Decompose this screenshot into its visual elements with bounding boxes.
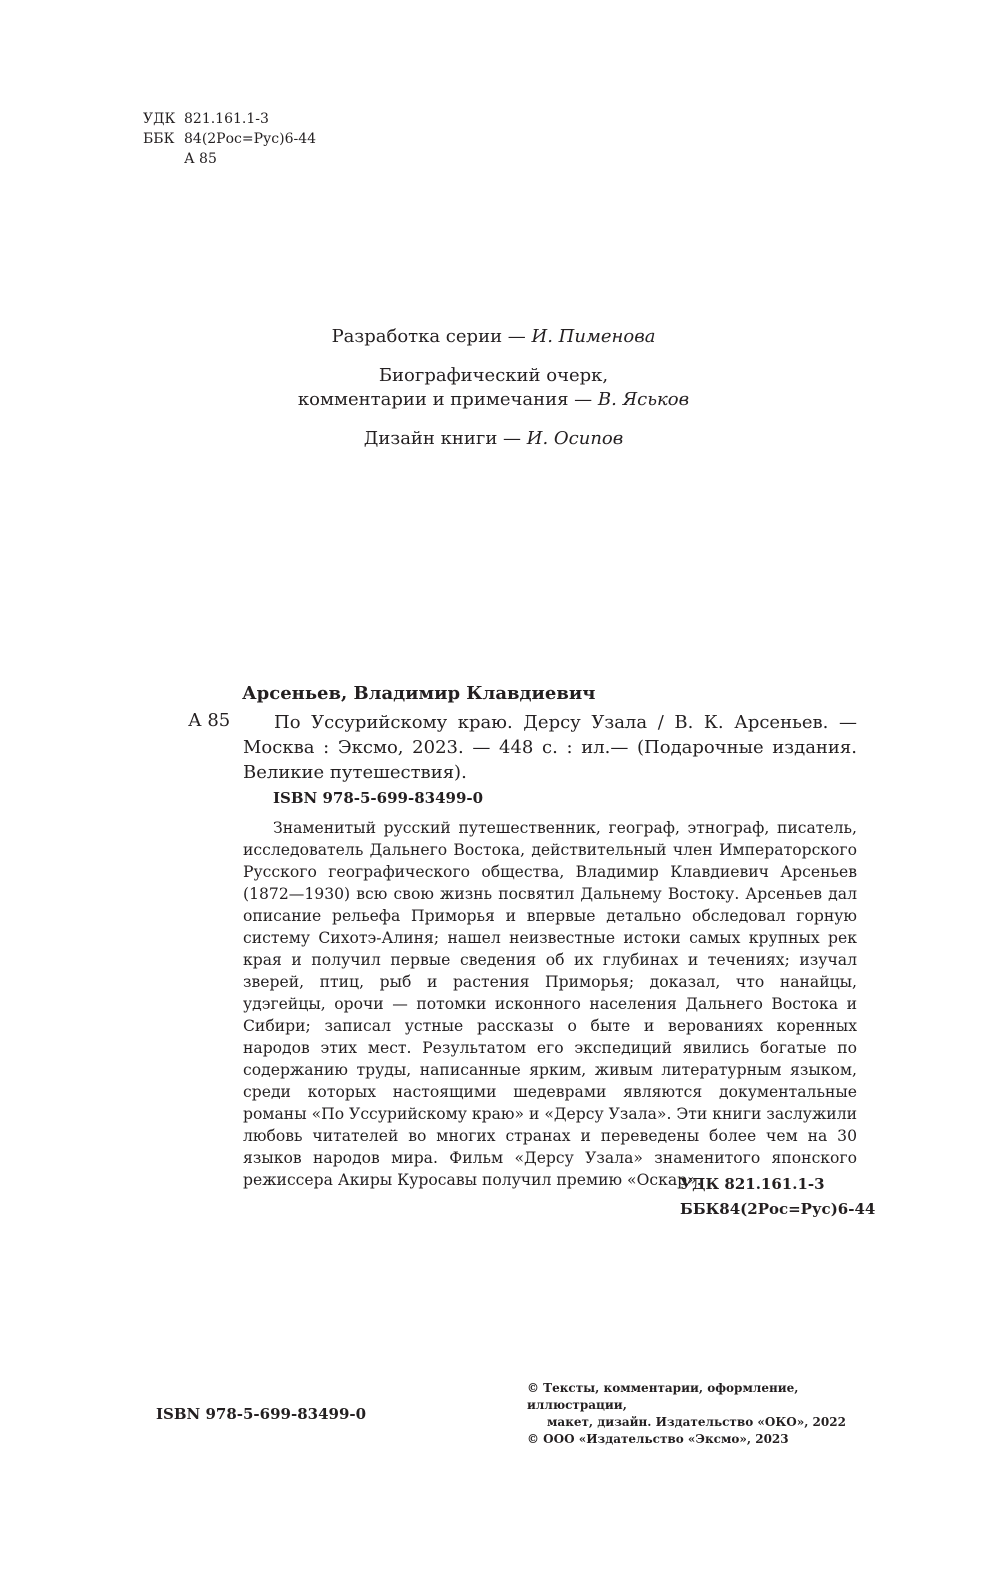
entry-isbn: ISBN 978-5-699-83499-0 [273,789,484,807]
entry-index-code: А 85 [188,710,231,731]
series-credit-name: И. Пименова [531,326,656,347]
design-credit-name: И. Осипов [526,428,624,449]
udk-label: УДК [143,111,176,127]
classification-block [143,109,316,169]
udk-value: 821.161.1-3 [184,111,269,127]
series-credit-label: Разработка серии — [331,326,532,347]
bio-credit-label: комментарии и примечания — [297,389,598,410]
annotation-text: Знаменитый русский путешественник, географ, этнограф, писатель, исследователь Дальнего Востока, действительный член Императорского Русского географического общества, Владимир Клавдиевич Арсеньев (1872—1930) всю свою жизнь посвятил Дальнему Востоку. Арсеньев дал описание рельефа Приморья и впервые детально обследовал горную систему Сихотэ-Алиня; нашел неизвестные истоки самых крупных рек края и получил первые сведения об их глубинах и течениях; изучал зверей, птиц, рыб и растения Приморья; доказал, что нанайцы, удэгейцы, орочи — потомки исконного населения Дальнего Востока и Сибири; записал устные рассказы о быте и верованиях коренных народов этих мест. Результатом его экспедиций явились богатые по содержанию труды, написанные ярким, живым литературным языком, среди которых настоящими шедеврами являются документальные романы «По Уссурийскому краю» и «Дерсу Узала». Эти книги заслужили любовь читателей во многих странах и переведены более чем на 30 языков народов мира. Фильм «Дерсу Узала» знаменитого японского режиссера Акиры Куросавы получил премию «Оскар». [243,819,857,1189]
design-credit [0,427,987,451]
copyright-oko-line2: макет, дизайн. Издательство «ОКО», 2022 [547,1415,846,1429]
bio-credit [0,364,987,412]
bbk-label: ББК [143,131,175,147]
bio-credit-line2 [0,388,987,412]
classification-codes [680,1172,875,1222]
bbk-full: ББК84(2Рос=Рус)6-44 [680,1200,876,1218]
udk-full: УДК 821.161.1-3 [680,1175,825,1193]
copyright-block [527,1380,887,1448]
entry-description: По Уссурийскому краю. Дерсу Узала / В. К. Арсеньев. — Москва : Эксмо, 2023. — 448 с. : ил.— (Подарочные издания. Великие путешествия). [243,712,857,783]
design-credit-label: Дизайн книги — [363,428,527,449]
footer-isbn: ISBN 978-5-699-83499-0 [156,1405,367,1423]
bbk-value: 84(2Рос=Рус)6-44 [184,131,317,147]
series-credit [0,325,987,349]
udk-row [143,109,316,129]
copyright-oko-line1: © Тексты, комментарии, оформление, иллюстрации, [527,1381,799,1412]
entry-author: Арсеньев, Владимир Клавдиевич [242,683,596,704]
copyright-eksmo: © ООО «Издательство «Эксмо», 2023 [527,1432,789,1446]
bio-credit-line1: Биографический очерк, [378,365,609,386]
bbk-row [143,129,316,149]
bio-credit-name: В. Яськов [597,389,690,410]
author-mark: А 85 [184,151,217,167]
